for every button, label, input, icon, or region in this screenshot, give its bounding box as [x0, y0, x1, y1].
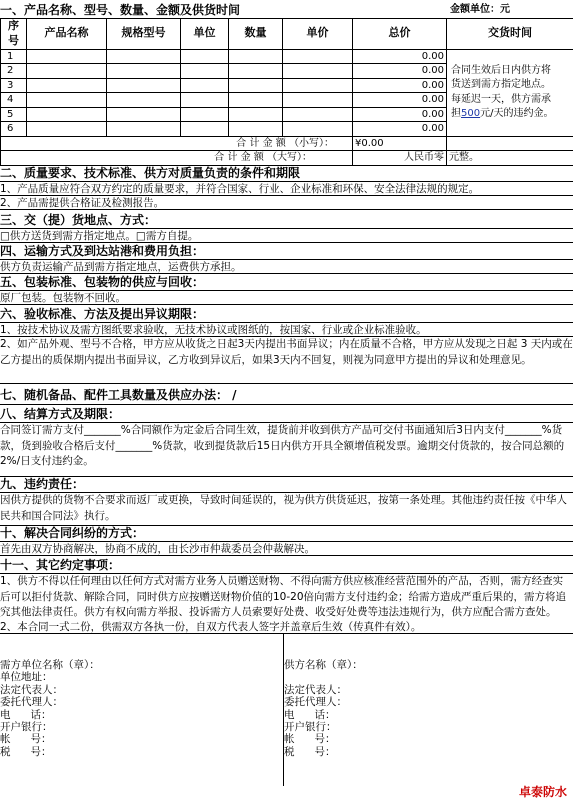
section-title: 二、质量要求、技术标准、供方对质量负责的条件和期限: [0, 165, 573, 182]
row-seq: 1: [1, 49, 27, 64]
seller-bank-label: 开户银行：: [284, 720, 337, 733]
delivery-note-line: 合同生效后日内供方将: [451, 64, 551, 76]
cell-spec[interactable]: [107, 122, 181, 137]
cell-qty[interactable]: [229, 107, 283, 122]
buyer-account-label: 帐 号：: [0, 733, 52, 746]
row-seq: 6: [1, 122, 27, 137]
cell-unit[interactable]: [181, 107, 229, 122]
buyer-phone-label: 电 话：: [0, 708, 52, 721]
seller-legal-rep-label: 法定代表人：: [284, 683, 347, 696]
section-liability: [0, 476, 573, 526]
col-header-seq: 序号: [1, 19, 27, 50]
buyer-name-label: 需方单位名称（章）：: [0, 659, 100, 671]
total-upper-row: [1, 151, 573, 166]
cell-price[interactable]: [283, 78, 353, 93]
section-title: 四、运输方式及到达站港和费用负担：: [0, 243, 573, 260]
section-settlement: [0, 406, 573, 477]
buyer-tax-label: 税 号：: [0, 745, 52, 758]
section-paragraph: 2、如产品外观、型号不合格，甲方应从收货之日起3天内提出书面异议；内在质量不合格，甲方应从发现之日起 3 天内或在乙方提出的质保期内提出书面异议，乙方收到异议后，如果3天内不回复，则视为同意甲方提出的异议和处理意见。: [0, 337, 573, 384]
section-line: 首先由双方协商解决，协商不成的，由长沙市仲裁委员会仲裁解决。: [0, 542, 573, 556]
delivery-note-pre: 担: [451, 108, 461, 120]
cell-unit[interactable]: [181, 93, 229, 108]
row-seq: 5: [1, 107, 27, 122]
cell-spec[interactable]: [107, 93, 181, 108]
subtotal-row: [1, 136, 573, 151]
col-header-qty: 数量: [229, 19, 283, 50]
buyer-address-label: 单位地址：: [0, 671, 53, 684]
delivery-note: [447, 49, 573, 136]
section-line: 2、本合同一式二份，供需双方各执一份，自双方代表人签字并盖章后生效（传真件有效）。: [0, 621, 422, 633]
cell-total: 0.00: [353, 107, 447, 122]
product-table: [0, 18, 573, 166]
section-line: 供方负责运输产品到需方指定地点，运费供方承担。: [0, 260, 573, 274]
section-disputes: [0, 525, 573, 556]
row-seq: 2: [1, 64, 27, 79]
cell-spec[interactable]: [107, 64, 181, 79]
section-line: 原厂包装。包装物不回收。: [0, 291, 573, 305]
table-header-row: [1, 19, 573, 50]
delivery-note-post: 元/天的违约金。: [480, 108, 554, 120]
section-title: 十、解决合同纠纷的方式：: [0, 525, 573, 542]
section-paragraph: 因供方提供的货物不合要求而返厂或更换，导致时间延误的，视为供方供货延迟，按第一条处理。其他违约责任按《中华人民共和国合同法》执行。: [0, 493, 573, 526]
delivery-note-line: [451, 107, 569, 122]
cell-unit[interactable]: [181, 64, 229, 79]
col-header-total: 总价: [353, 19, 447, 50]
cell-qty[interactable]: [229, 49, 283, 64]
section-packaging: [0, 274, 573, 305]
cell-unit[interactable]: [181, 122, 229, 137]
seller-blank: [284, 671, 573, 683]
buyer-agent-label: 委托代理人：: [0, 696, 63, 709]
row-seq: 3: [1, 78, 27, 93]
section-acceptance: [0, 306, 573, 384]
section-line: 1、产品质量应符合双方约定的质量要求，并符合国家、行业、企业标准和环保、安全法律法规的规定。: [0, 182, 573, 196]
section-title: 五、包装标准、包装物的供应与回收：: [0, 274, 573, 291]
subtotal-value: ¥0.00: [353, 136, 447, 151]
subtotal-empty: [447, 136, 573, 151]
section-title: 三、交（提）货地点、方式：: [0, 212, 573, 229]
total-upper-suffix: 元整。: [447, 151, 573, 166]
currency-unit: 金额单位：元: [450, 4, 510, 15]
cell-spec[interactable]: [107, 107, 181, 122]
section-title: 六、验收标准、方法及提出异议期限：: [0, 306, 573, 323]
cell-product[interactable]: [27, 93, 107, 108]
table-row: [1, 49, 573, 64]
section-delivery: [0, 212, 573, 243]
cell-price[interactable]: [283, 49, 353, 64]
section-line: 2、产品需提供合格证及检测报告。: [0, 196, 573, 210]
section-1-header: [0, 0, 573, 18]
brand-logo-text: 卓泰防水: [518, 784, 567, 799]
cell-qty[interactable]: [229, 93, 283, 108]
seller-account-label: 帐 号：: [284, 733, 336, 746]
section-title: 九、违约责任：: [0, 476, 573, 493]
cell-product[interactable]: [27, 78, 107, 93]
col-header-delivery: 交货时间: [447, 19, 573, 50]
section-title: 七、随机备品、配件工具数量及供应办法： /: [0, 385, 573, 405]
section-spares: [0, 385, 573, 405]
subtotal-label: 合 计 金 额 （小写）：: [1, 136, 353, 151]
buyer-bank-label: 开户银行：: [0, 720, 53, 733]
section-paragraph: 1、供方不得以任何理由以任何方式对需方业务人员赠送财物、不得向需方供应核准经营范围外的产品，否则，需方经查实后可以拒付货款、解除合同，同时供方应按赠送财物价值的10-20倍向需方支付违约金；给需方造成严重后果的，需方将追究其他法律责任。供方有权向需方举报、投诉需方人员索要好处费、收受好处费等违法违规行为，供方应配合需方查处。: [0, 575, 567, 618]
section-title: 八、结算方式及期限：: [0, 406, 573, 423]
col-header-product: 产品名称: [27, 19, 107, 50]
cell-product[interactable]: [27, 122, 107, 137]
seller-agent-label: 委托代理人：: [284, 696, 347, 709]
cell-unit[interactable]: [181, 78, 229, 93]
section-transport: [0, 243, 573, 274]
section-1-title: 一、产品名称、型号、数量、金额及供货时间: [0, 3, 241, 17]
row-seq: 4: [1, 93, 27, 108]
cell-total: 0.00: [353, 78, 447, 93]
penalty-amount: 500: [461, 108, 481, 120]
col-header-spec: 规格型号: [107, 19, 181, 50]
cell-product[interactable]: [27, 107, 107, 122]
cell-total: 0.00: [353, 49, 447, 64]
cell-product[interactable]: [27, 64, 107, 79]
cell-price[interactable]: [283, 107, 353, 122]
total-upper-label: 合 计 金 额 （大写）：: [1, 151, 353, 166]
cell-total: 0.00: [353, 122, 447, 137]
cell-spec[interactable]: [107, 49, 181, 64]
cell-spec[interactable]: [107, 78, 181, 93]
cell-product[interactable]: [27, 49, 107, 64]
seller-info: [284, 634, 573, 786]
section-line: □供方送货到需方指定地点。□需方自提。: [0, 229, 573, 243]
cell-qty[interactable]: [229, 122, 283, 137]
cell-qty[interactable]: [229, 78, 283, 93]
delivery-note-line: 每延迟一天，供方需承: [451, 93, 551, 105]
col-header-unit: 单位: [181, 19, 229, 50]
cell-unit[interactable]: [181, 49, 229, 64]
cell-total: 0.00: [353, 64, 447, 79]
seller-name-label: 供方名称（章）：: [284, 659, 363, 671]
section-line: 1、按技术协议及需方图纸要求验收，无技术协议或图纸的，按国家、行业或企业标准验收。: [0, 323, 573, 337]
seller-phone-label: 电 话：: [284, 708, 336, 721]
buyer-info: [0, 634, 284, 786]
total-upper-value: 人民币零: [353, 151, 447, 166]
cell-price[interactable]: [283, 93, 353, 108]
delivery-note-line: 货送到需方指定地点。: [451, 79, 551, 91]
section-paragraph: 合同签订需方支付_______%合同额作为定金后合同生效，提货前并收到供方产品可交付书面通知后3日内支付_______%货款，货到验收合格后支付_______%货款，收到提货款后15日内供方开具全额增值税发票。逾期交付货款的，按合同总额的2%/日支付违约金。: [0, 423, 573, 477]
seller-tax-label: 税 号：: [284, 745, 336, 758]
section-title: 十一、其它约定事项：: [0, 557, 573, 574]
buyer-legal-rep-label: 法定代表人：: [0, 683, 63, 696]
cell-total: 0.00: [353, 93, 447, 108]
section-quality: [0, 165, 573, 210]
cell-price[interactable]: [283, 64, 353, 79]
cell-qty[interactable]: [229, 64, 283, 79]
cell-price[interactable]: [283, 122, 353, 137]
signature-block: [0, 621, 573, 785]
col-header-price: 单价: [283, 19, 353, 50]
